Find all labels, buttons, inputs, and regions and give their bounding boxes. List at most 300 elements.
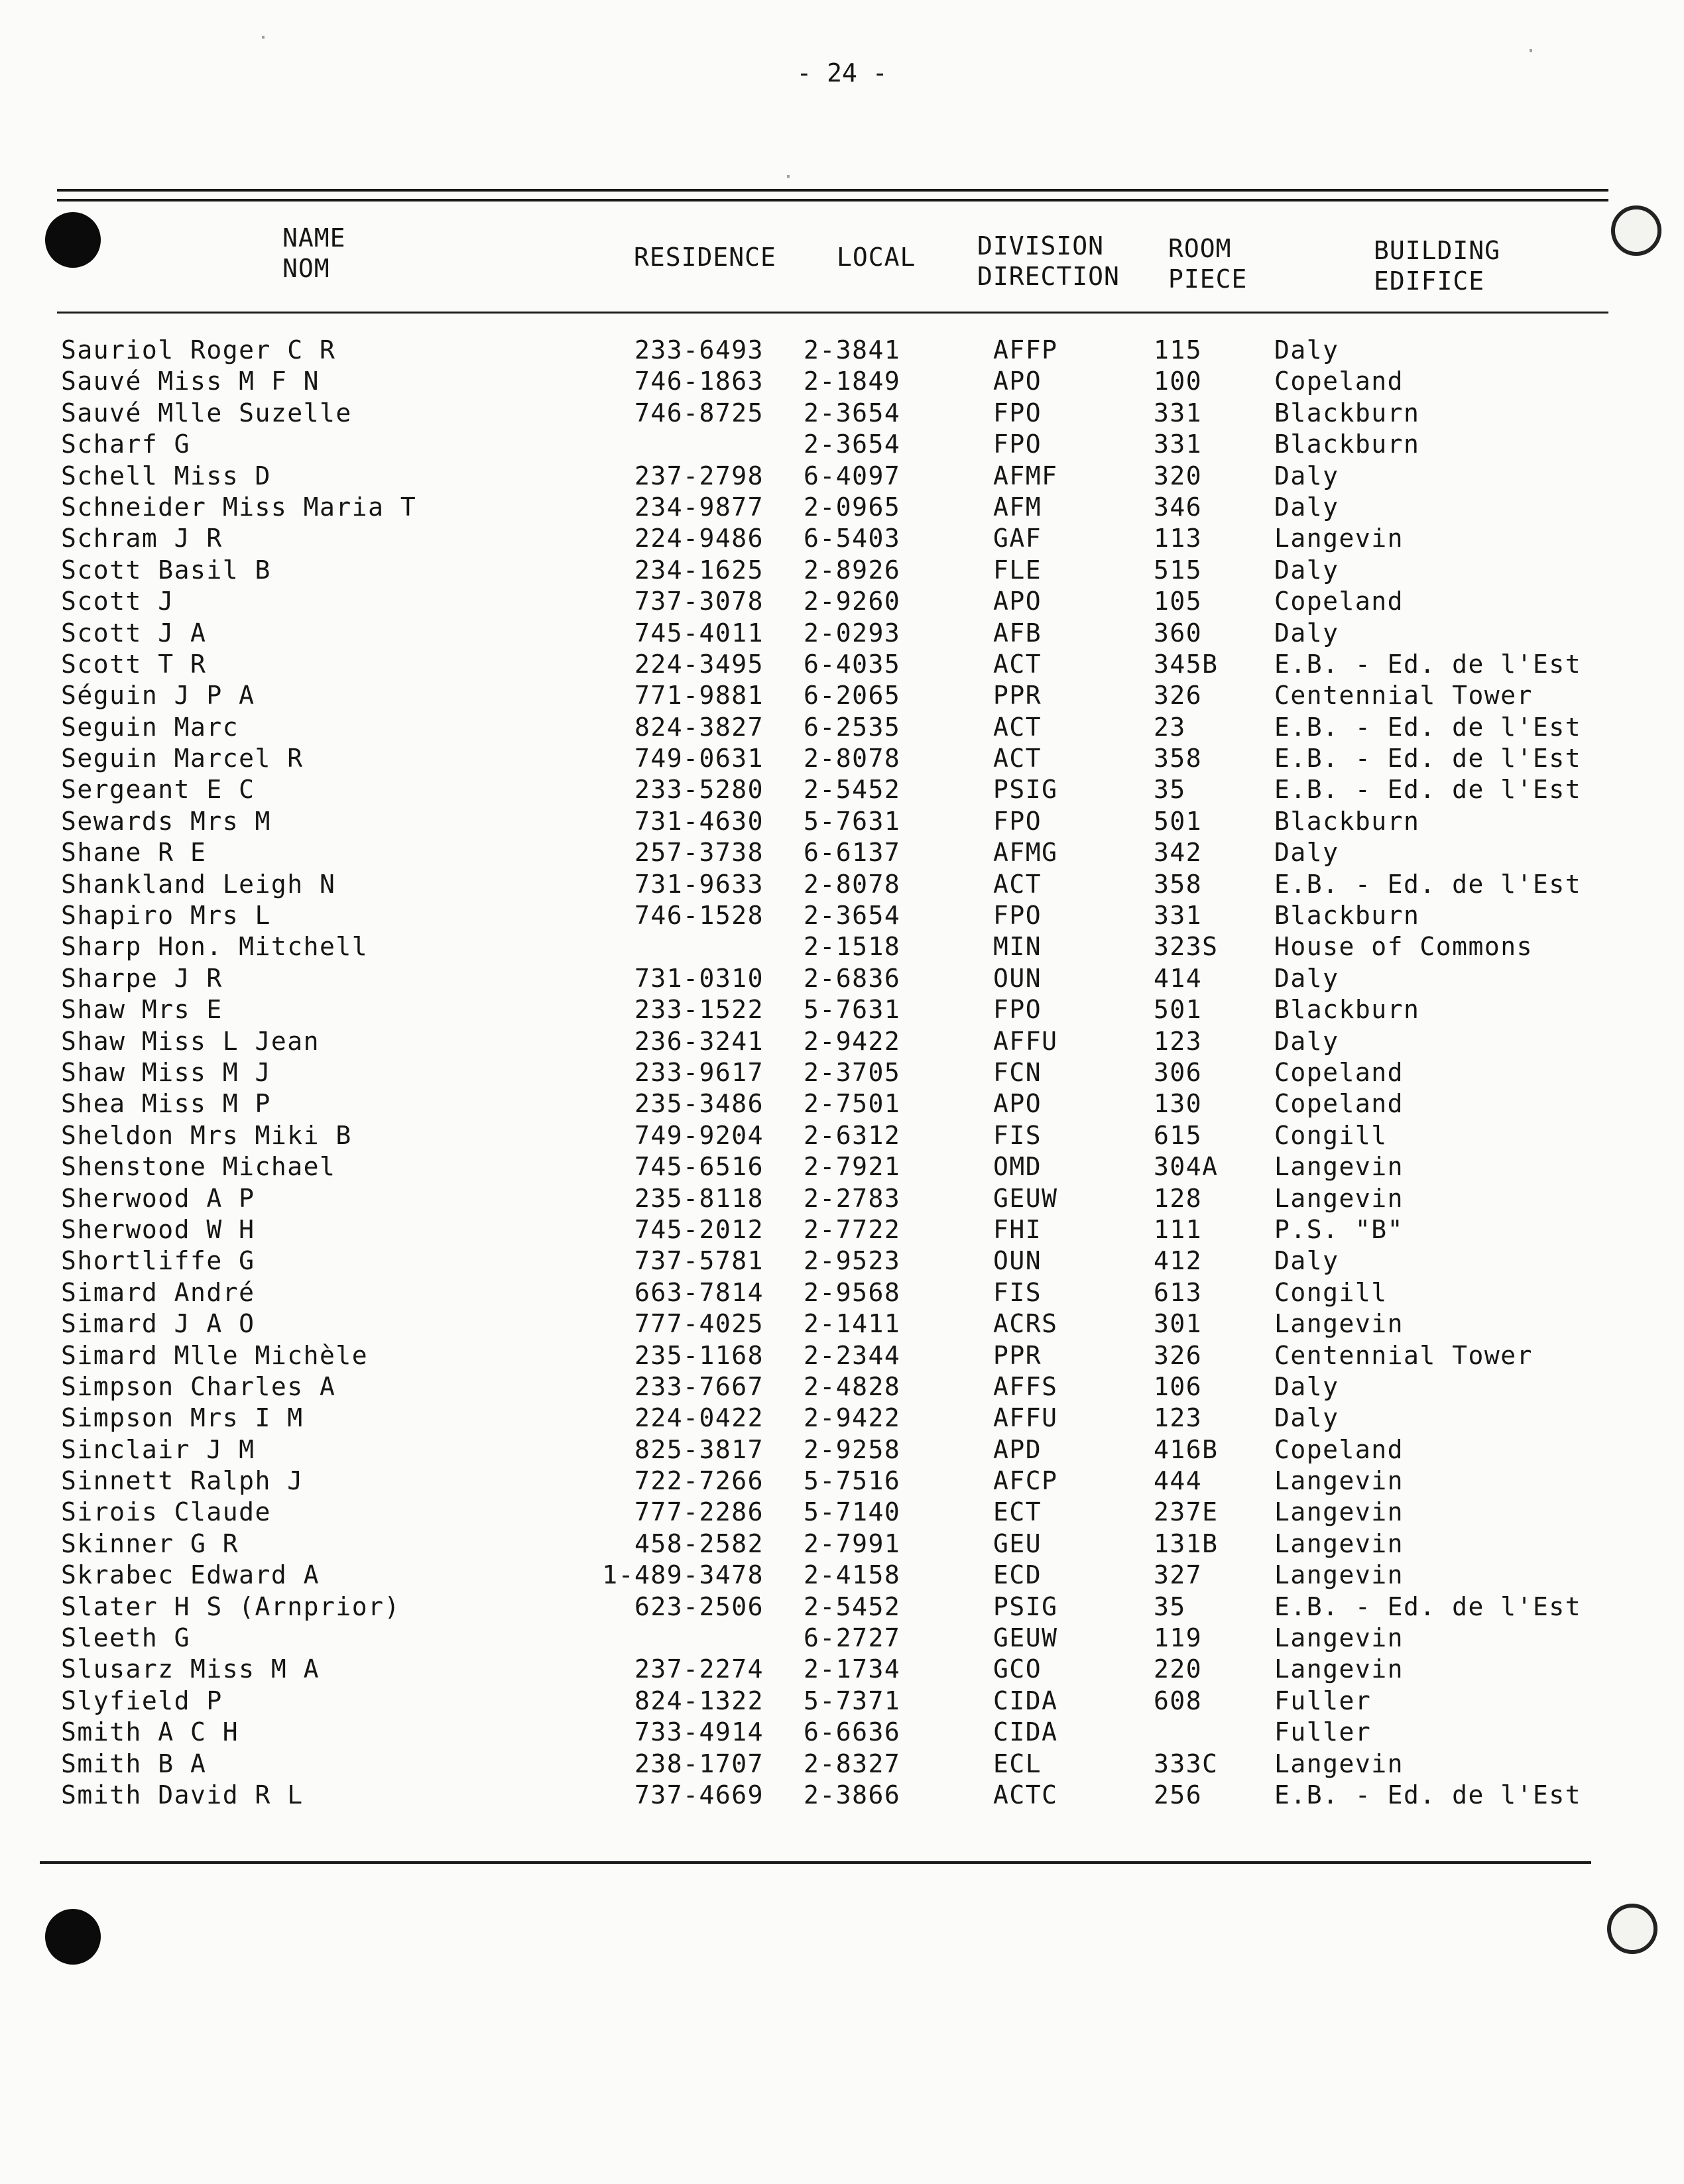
entry-building: Daly (1274, 492, 1339, 522)
entry-building: House of Commons (1274, 932, 1534, 962)
entry-room: 323S (1154, 932, 1219, 962)
table-row (0, 1183, 1684, 1214)
entry-room: 320 (1154, 461, 1203, 490)
entry-building: Daly (1274, 461, 1339, 490)
entry-local: 2-0293 (804, 618, 901, 648)
table-row (0, 994, 1684, 1025)
entry-name: Simpson Mrs I M (61, 1403, 304, 1433)
entry-local: 2-8078 (804, 869, 901, 899)
entry-division: FCN (993, 1057, 1042, 1087)
entry-building: E.B. - Ed. de l'Est (1274, 649, 1582, 679)
entry-building: Langevin (1274, 1749, 1404, 1778)
top-rule-1 (57, 189, 1608, 192)
table-row (0, 1120, 1684, 1151)
entry-name: Scott J A (61, 618, 207, 648)
entry-name: Shankland Leigh N (61, 869, 336, 899)
table-row (0, 649, 1684, 680)
entry-division: AFB (993, 618, 1042, 648)
entry-name: Shapiro Mrs L (61, 901, 271, 931)
entry-room: 333C (1154, 1749, 1219, 1778)
entry-building: Daly (1274, 1246, 1339, 1276)
table-row (0, 869, 1684, 900)
entry-building: P.S. "B" (1274, 1214, 1404, 1244)
table-row (0, 712, 1684, 743)
entry-division: CIDA (993, 1686, 1058, 1715)
entry-division: APD (993, 1434, 1042, 1464)
entry-local: 2-1849 (804, 367, 901, 396)
entry-local: 6-4035 (804, 649, 901, 679)
entry-name: Sauvé Mlle Suzelle (61, 398, 352, 428)
table-row (0, 963, 1684, 994)
entry-building: E.B. - Ed. de l'Est (1274, 1780, 1582, 1810)
entry-room: 608 (1154, 1686, 1203, 1715)
entry-local: 5-7516 (804, 1466, 901, 1496)
entry-division: AFMG (993, 838, 1058, 868)
entry-building: E.B. - Ed. de l'Est (1274, 744, 1582, 774)
entry-building: Daly (1274, 618, 1339, 648)
entry-residence: 1-489-3478 (602, 1560, 764, 1590)
entry-room: 342 (1154, 838, 1203, 868)
entry-residence: 235-1168 (634, 1340, 764, 1370)
entry-building: Langevin (1274, 1497, 1404, 1527)
entry-division: GEU (993, 1528, 1042, 1558)
entry-name: Sharp Hon. Mitchell (61, 932, 369, 962)
entry-local: 2-8926 (804, 555, 901, 585)
header-local-label: LOCAL (837, 243, 916, 272)
entry-name: Seguin Marc (61, 712, 239, 742)
entry-building: Copeland (1274, 587, 1404, 616)
entry-room: 131B (1154, 1528, 1219, 1558)
entry-name: Shaw Miss M J (61, 1057, 271, 1087)
entry-building: Daly (1274, 963, 1339, 993)
entry-name: Shaw Miss L Jean (61, 1026, 320, 1056)
header-building-en: BUILDING (1374, 236, 1501, 265)
entry-residence: 746-8725 (634, 398, 764, 428)
entry-name: Schell Miss D (61, 461, 271, 490)
entry-local: 5-7140 (804, 1497, 901, 1527)
entry-division: FIS (993, 1277, 1042, 1307)
entry-local: 2-3866 (804, 1780, 901, 1810)
entry-room: 501 (1154, 806, 1203, 836)
table-row (0, 931, 1684, 962)
entry-local: 2-5452 (804, 1591, 901, 1621)
entry-building: Blackburn (1274, 430, 1420, 459)
header-name (282, 223, 346, 284)
entry-room: 412 (1154, 1246, 1203, 1276)
entry-residence: 737-5781 (634, 1246, 764, 1276)
entry-building: Copeland (1274, 1057, 1404, 1087)
table-row (0, 523, 1684, 554)
entry-room: 331 (1154, 398, 1203, 428)
entry-residence: 224-3495 (634, 649, 764, 679)
entry-name: Shortliffe G (61, 1246, 255, 1276)
entry-division: FPO (993, 430, 1042, 459)
entry-name: Sinnett Ralph J (61, 1466, 304, 1496)
table-row (0, 586, 1684, 617)
entry-building: Langevin (1274, 1623, 1404, 1653)
header-local (837, 242, 916, 272)
entry-name: Simard J A O (61, 1309, 255, 1339)
entry-local: 5-7631 (804, 806, 901, 836)
entry-residence: 745-2012 (634, 1214, 764, 1244)
entry-name: Scott J (61, 587, 174, 616)
table-row (0, 1591, 1684, 1623)
entry-residence: 825-3817 (634, 1434, 764, 1464)
entry-local: 2-3654 (804, 901, 901, 931)
entry-local: 2-3654 (804, 430, 901, 459)
directory-table (0, 335, 1684, 1811)
table-row (0, 1749, 1684, 1780)
table-row (0, 1308, 1684, 1340)
entry-division: ACT (993, 744, 1042, 774)
entry-residence: 824-3827 (634, 712, 764, 742)
entry-room: 326 (1154, 681, 1203, 711)
entry-local: 2-2783 (804, 1183, 901, 1213)
table-row (0, 1277, 1684, 1308)
entry-building: E.B. - Ed. de l'Est (1274, 1591, 1582, 1621)
top-rule-2 (57, 199, 1608, 201)
entry-name: Smith David R L (61, 1780, 304, 1810)
table-row (0, 1654, 1684, 1685)
entry-name: Sherwood W H (61, 1214, 255, 1244)
entry-room: 220 (1154, 1654, 1203, 1684)
header-name-fr: NOM (282, 254, 330, 283)
entry-residence: 224-9486 (634, 524, 764, 553)
table-row (0, 1340, 1684, 1371)
table-row (0, 335, 1684, 366)
entry-name: Slusarz Miss M A (61, 1654, 320, 1684)
entry-room: 358 (1154, 744, 1203, 774)
entry-division: FPO (993, 995, 1042, 1025)
entry-division: FHI (993, 1214, 1042, 1244)
entry-room: 360 (1154, 618, 1203, 648)
entry-name: Simpson Charles A (61, 1371, 336, 1401)
entry-room: 123 (1154, 1026, 1203, 1056)
entry-division: FPO (993, 901, 1042, 931)
entry-building: Langevin (1274, 1152, 1404, 1182)
entry-division: ECL (993, 1749, 1042, 1778)
entry-room: 515 (1154, 555, 1203, 585)
entry-room: 327 (1154, 1560, 1203, 1590)
entry-residence: 234-9877 (634, 492, 764, 522)
entry-name: Simard André (61, 1277, 255, 1307)
header-building-fr: EDIFICE (1374, 266, 1485, 296)
entry-division: PPR (993, 1340, 1042, 1370)
entry-building: Langevin (1274, 1528, 1404, 1558)
scan-speck: · (257, 27, 270, 50)
entry-building: Daly (1274, 1403, 1339, 1433)
page-number: - 24 - (796, 58, 888, 87)
entry-residence: 233-9617 (634, 1057, 764, 1087)
entry-division: AFFP (993, 335, 1058, 365)
entry-name: Sauvé Miss M F N (61, 367, 320, 396)
entry-room: 105 (1154, 587, 1203, 616)
entry-local: 2-9258 (804, 1434, 901, 1464)
punch-hole-top-left (45, 212, 101, 268)
entry-room: 113 (1154, 524, 1203, 553)
entry-division: FPO (993, 398, 1042, 428)
entry-division: GEUW (993, 1183, 1058, 1213)
entry-building: Langevin (1274, 1560, 1404, 1590)
table-row (0, 1403, 1684, 1434)
entry-building: Blackburn (1274, 995, 1420, 1025)
entry-division: ECD (993, 1560, 1042, 1590)
entry-residence: 237-2798 (634, 461, 764, 490)
entry-local: 2-1734 (804, 1654, 901, 1684)
entry-name: Schneider Miss Maria T (61, 492, 417, 522)
table-row (0, 1151, 1684, 1182)
entry-building: Daly (1274, 838, 1339, 868)
table-row (0, 1057, 1684, 1088)
punch-hole-bottom-left (45, 1909, 101, 1965)
entry-local: 2-9260 (804, 587, 901, 616)
entry-local: 6-4097 (804, 461, 901, 490)
entry-building: Centennial Tower (1274, 1340, 1534, 1370)
punch-hole-bottom-right (1607, 1904, 1657, 1954)
entry-division: FIS (993, 1120, 1042, 1150)
table-row (0, 1560, 1684, 1591)
entry-building: Langevin (1274, 1309, 1404, 1339)
entry-division: FPO (993, 806, 1042, 836)
entry-room: 35 (1154, 775, 1186, 805)
entry-residence: 235-3486 (634, 1089, 764, 1119)
entry-residence: 236-3241 (634, 1026, 764, 1056)
entry-residence: 722-7266 (634, 1466, 764, 1496)
entry-room: 301 (1154, 1309, 1203, 1339)
entry-residence: 746-1528 (634, 901, 764, 931)
table-row (0, 900, 1684, 931)
table-row (0, 1214, 1684, 1245)
table-row (0, 1434, 1684, 1466)
table-row (0, 1245, 1684, 1277)
table-row (0, 398, 1684, 429)
entry-name: Séguin J P A (61, 681, 255, 711)
entry-division: APO (993, 1089, 1042, 1119)
entry-residence: 731-4630 (634, 806, 764, 836)
entry-room: 615 (1154, 1120, 1203, 1150)
table-row (0, 492, 1684, 523)
scan-speck: · (1525, 40, 1537, 63)
entry-division: GCO (993, 1654, 1042, 1684)
header-name-en: NAME (282, 223, 346, 253)
entry-name: Sauriol Roger C R (61, 335, 336, 365)
entry-residence: 238-1707 (634, 1749, 764, 1778)
entry-building: Langevin (1274, 1183, 1404, 1213)
entry-residence: 737-3078 (634, 587, 764, 616)
table-row (0, 1371, 1684, 1403)
entry-division: OUN (993, 1246, 1042, 1276)
entry-local: 2-4828 (804, 1371, 901, 1401)
entry-division: AFFU (993, 1026, 1058, 1056)
table-row (0, 461, 1684, 492)
table-row (0, 1088, 1684, 1120)
entry-division: OMD (993, 1152, 1042, 1182)
entry-local: 5-7631 (804, 995, 901, 1025)
entry-building: Blackburn (1274, 398, 1420, 428)
table-row (0, 806, 1684, 837)
entry-local: 2-9523 (804, 1246, 901, 1276)
entry-residence: 824-1322 (634, 1686, 764, 1715)
entry-local: 2-7722 (804, 1214, 901, 1244)
entry-residence: 233-6493 (634, 335, 764, 365)
entry-local: 6-6137 (804, 838, 901, 868)
entry-residence: 458-2582 (634, 1528, 764, 1558)
entry-building: Copeland (1274, 367, 1404, 396)
entry-building: Langevin (1274, 524, 1404, 553)
entry-room: 106 (1154, 1371, 1203, 1401)
entry-residence: 235-8118 (634, 1183, 764, 1213)
entry-room: 501 (1154, 995, 1203, 1025)
entry-local: 2-9568 (804, 1277, 901, 1307)
entry-division: PSIG (993, 775, 1058, 805)
table-row (0, 1026, 1684, 1057)
table-row (0, 366, 1684, 397)
entry-name: Smith B A (61, 1749, 207, 1778)
entry-room: 444 (1154, 1466, 1203, 1496)
entry-division: APO (993, 587, 1042, 616)
table-row (0, 618, 1684, 649)
entry-local: 2-7921 (804, 1152, 901, 1182)
entry-local: 6-2065 (804, 681, 901, 711)
entry-name: Shenstone Michael (61, 1152, 336, 1182)
header-division (977, 231, 1120, 292)
entry-division: AFCP (993, 1466, 1058, 1496)
entry-division: ECT (993, 1497, 1042, 1527)
entry-name: Smith A C H (61, 1717, 239, 1747)
entry-name: Slyfield P (61, 1686, 223, 1715)
entry-building: Daly (1274, 555, 1339, 585)
entry-local: 2-7991 (804, 1528, 901, 1558)
entry-residence: 749-0631 (634, 744, 764, 774)
entry-local: 2-3841 (804, 335, 901, 365)
entry-building: Daly (1274, 1371, 1339, 1401)
entry-residence: 234-1625 (634, 555, 764, 585)
table-row (0, 1528, 1684, 1560)
table-row (0, 1466, 1684, 1497)
entry-division: ACTC (993, 1780, 1058, 1810)
entry-name: Scharf G (61, 430, 191, 459)
table-row (0, 429, 1684, 460)
entry-division: ACT (993, 869, 1042, 899)
entry-room: 237E (1154, 1497, 1219, 1527)
entry-name: Sheldon Mrs Miki B (61, 1120, 352, 1150)
entry-name: Scott T R (61, 649, 207, 679)
entry-building: Blackburn (1274, 901, 1420, 931)
entry-local: 2-6312 (804, 1120, 901, 1150)
entry-local: 2-4158 (804, 1560, 901, 1590)
entry-room: 119 (1154, 1623, 1203, 1653)
entry-building: E.B. - Ed. de l'Est (1274, 712, 1582, 742)
entry-residence: 746-1863 (634, 367, 764, 396)
entry-room: 23 (1154, 712, 1186, 742)
entry-division: AFFU (993, 1403, 1058, 1433)
entry-building: Fuller (1274, 1686, 1372, 1715)
entry-residence: 224-0422 (634, 1403, 764, 1433)
entry-name: Sirois Claude (61, 1497, 271, 1527)
entry-name: Sinclair J M (61, 1434, 255, 1464)
entry-local: 2-6836 (804, 963, 901, 993)
entry-division: PPR (993, 681, 1042, 711)
entry-division: CIDA (993, 1717, 1058, 1747)
entry-building: Copeland (1274, 1089, 1404, 1119)
entry-division: AFMF (993, 461, 1058, 490)
entry-residence: 731-9633 (634, 869, 764, 899)
header-building (1374, 235, 1500, 296)
entry-division: ACT (993, 712, 1042, 742)
entry-building: Copeland (1274, 1434, 1404, 1464)
entry-local: 2-3705 (804, 1057, 901, 1087)
entry-name: Schram J R (61, 524, 223, 553)
entry-room: 111 (1154, 1214, 1203, 1244)
entry-division: GEUW (993, 1623, 1058, 1653)
entry-building: E.B. - Ed. de l'Est (1274, 775, 1582, 805)
entry-room: 306 (1154, 1057, 1203, 1087)
entry-division: APO (993, 367, 1042, 396)
entry-room: 130 (1154, 1089, 1203, 1119)
entry-room: 331 (1154, 901, 1203, 931)
entry-name: Slater H S (Arnprior) (61, 1591, 400, 1621)
entry-room: 613 (1154, 1277, 1203, 1307)
entry-room: 123 (1154, 1403, 1203, 1433)
entry-building: Centennial Tower (1274, 681, 1534, 711)
entry-name: Shaw Mrs E (61, 995, 223, 1025)
entry-residence: 233-1522 (634, 995, 764, 1025)
entry-name: Simard Mlle Michèle (61, 1340, 369, 1370)
entry-division: MIN (993, 932, 1042, 962)
entry-room: 100 (1154, 367, 1203, 396)
entry-residence: 237-2274 (634, 1654, 764, 1684)
entry-residence: 745-6516 (634, 1152, 764, 1182)
entry-name: Skrabec Edward A (61, 1560, 320, 1590)
entry-name: Sewards Mrs M (61, 806, 271, 836)
entry-local: 2-8078 (804, 744, 901, 774)
entry-building: Daly (1274, 1026, 1339, 1056)
table-row (0, 743, 1684, 774)
entry-building: Langevin (1274, 1466, 1404, 1496)
entry-name: Seguin Marcel R (61, 744, 304, 774)
scan-speck: · (782, 166, 795, 189)
header-rule (57, 312, 1608, 314)
entry-residence: 771-9881 (634, 681, 764, 711)
entry-room: 326 (1154, 1340, 1203, 1370)
entry-name: Sergeant E C (61, 775, 255, 805)
entry-name: Sharpe J R (61, 963, 223, 993)
table-row (0, 1780, 1684, 1811)
entry-division: AFFS (993, 1371, 1058, 1401)
entry-room: 304A (1154, 1152, 1219, 1182)
entry-residence: 257-3738 (634, 838, 764, 868)
header-division-en: DIVISION (977, 231, 1105, 260)
entry-division: PSIG (993, 1591, 1058, 1621)
entry-building: Langevin (1274, 1654, 1404, 1684)
entry-local: 6-2535 (804, 712, 901, 742)
entry-residence: 623-2506 (634, 1591, 764, 1621)
entry-room: 358 (1154, 869, 1203, 899)
entry-local: 2-7501 (804, 1089, 901, 1119)
header-residence-label: RESIDENCE (634, 243, 776, 272)
entry-local: 2-3654 (804, 398, 901, 428)
entry-room: 331 (1154, 430, 1203, 459)
entry-building: Blackburn (1274, 806, 1420, 836)
entry-room: 414 (1154, 963, 1203, 993)
entry-name: Sleeth G (61, 1623, 191, 1653)
entry-name: Shea Miss M P (61, 1089, 271, 1119)
table-row (0, 1717, 1684, 1748)
entry-residence: 777-4025 (634, 1309, 764, 1339)
header-room-en: ROOM (1168, 234, 1232, 263)
header-room (1168, 233, 1247, 294)
entry-residence: 749-9204 (634, 1120, 764, 1150)
